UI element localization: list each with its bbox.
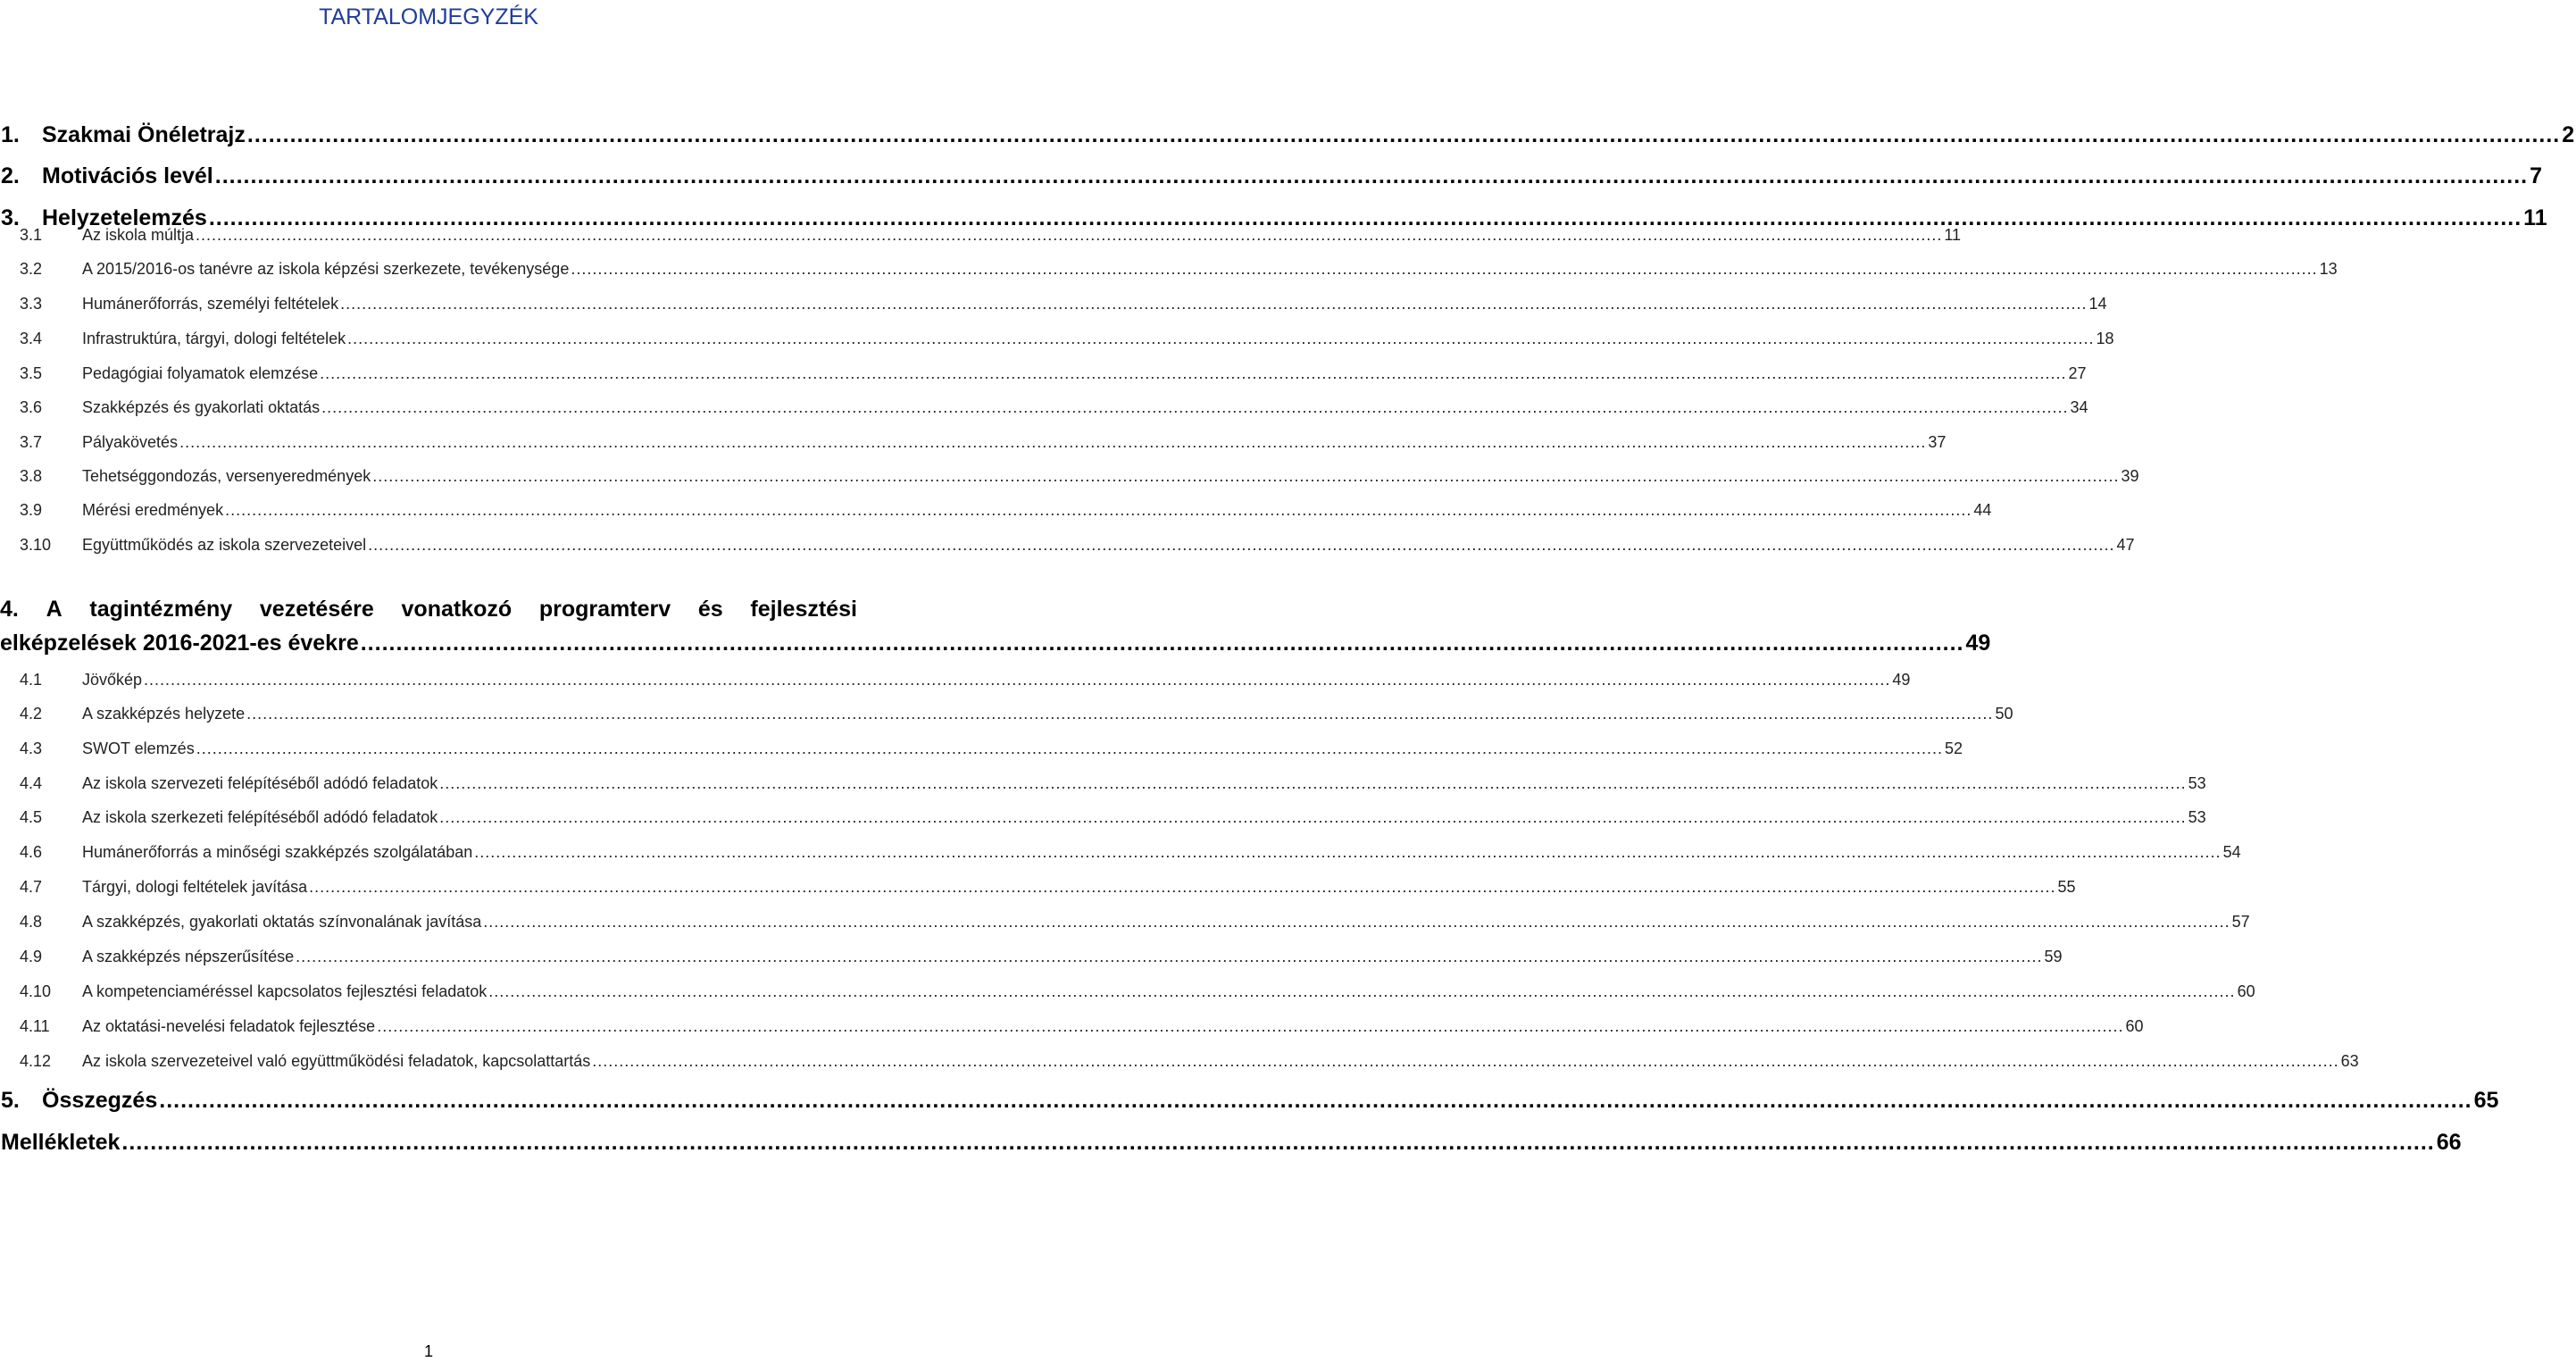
toc-entry-page: 18 [2096,330,2114,347]
toc-entry-page: 49 [1892,671,1911,689]
dot-leader [474,840,2221,864]
toc-entry-number: 3.4 [20,330,43,347]
toc-entry-number: 4.6 [20,843,43,861]
dot-leader [592,1049,2338,1073]
toc-entry-title: Az iskola szervezeti felépítéséből adódó feladatok [82,774,438,792]
toc-entry-word: A [46,597,63,622]
toc-entry-title: Tehetséggondozás, versenyeredmények [82,467,371,485]
dot-leader [377,1015,2123,1038]
toc-entry-4-6[interactable] [0,840,2241,864]
toc-entry-4-1[interactable] [0,668,1911,691]
toc-entry-4-9[interactable] [0,945,2063,968]
toc-entry-3-6[interactable] [0,396,2088,419]
toc-entry-3-9[interactable] [0,498,1992,522]
dot-leader [372,464,2119,488]
toc-entry-page: 13 [2319,260,2338,278]
toc-entry-page: 7 [2530,163,2542,188]
dot-leader [368,533,2114,556]
toc-entry-page: 49 [1965,631,1991,656]
toc-entry-title: A szakképzés népszerűsítése [82,948,295,965]
dot-leader [347,327,2094,350]
dot-leader [439,772,2186,795]
toc-entry-number: 5. [1,1088,20,1113]
toc-entry-appendix[interactable] [0,1127,2462,1157]
toc-entry-number: 3.3 [20,295,43,313]
page-number: 1 [423,1342,433,1360]
toc-entry-title: Helyzetelemzés [42,205,207,230]
toc-entry-title: Jövőkép [82,671,143,689]
toc-entry-page: 14 [2088,295,2107,313]
toc-entry-number: 4.9 [20,948,43,965]
toc-entry-page: 63 [2340,1052,2359,1070]
toc-entry-title: Szakképzés és gyakorlati oktatás [82,398,321,416]
toc-entry-page: 59 [2044,948,2063,965]
toc-entry-page: 47 [2116,536,2135,554]
toc-entry-title: Infrastruktúra, tárgyi, dologi feltételek [82,330,346,347]
toc-entry-number: 3. [1,205,20,230]
toc-entry-title: SWOT elemzés [82,739,195,757]
toc-entry-title-line-2 [0,628,1991,658]
toc-entry-page: 50 [1995,705,2013,723]
toc-entry-title: A kompetenciaméréssel kapcsolatos fejlesztési feladatok [82,982,488,1000]
dot-leader [320,362,2066,385]
dot-leader [225,498,1972,522]
toc-entry-page: 55 [2057,878,2076,896]
toc-entry-title: Az iskola múltja [82,226,195,244]
dot-leader [246,702,1993,725]
toc-entry-chapter-1[interactable] [0,120,2575,150]
toc-entry-number: 3.10 [20,536,52,554]
toc-entry-title: Humánerőforrás a minőségi szakképzés szolgálatában [82,843,473,861]
toc-entry-page: 44 [1973,501,1992,519]
toc-entry-title: Pedagógiai folyamatok elemzése [82,364,319,382]
toc-entry-number: 4.7 [20,878,43,896]
toc-entry-word: vezetésére [259,597,374,622]
toc-entry-title: Az iskola szerkezeti felépítéséből adódó feladatok [82,808,438,826]
toc-entry-title: Tárgyi, dologi feltételek javítása [82,878,308,896]
toc-entry-number: 3.6 [20,398,43,416]
toc-entry-number: 4.2 [20,705,43,723]
toc-entry-title: elképzelések 2016-2021-es évekre [0,631,359,656]
dot-leader [179,430,1926,454]
dot-leader [361,628,1964,658]
toc-entry-title: Együttműködés az iskola szervezeteivel [82,536,367,554]
toc-entry-title-line-1 [0,594,857,624]
toc-entry-number: 3.1 [20,226,43,244]
toc-entry-number: 3.2 [20,260,43,278]
toc-entry-title: Pályakövetés [82,433,179,451]
dot-leader [247,120,2560,150]
toc-entry-title: Az oktatási-nevelési feladatok fejlesztése [82,1017,376,1035]
dot-leader [309,875,2055,898]
toc-entry-page: 39 [2121,467,2139,485]
toc-entry-page: 11 [1944,226,1962,244]
toc-entry-page: 52 [1945,739,1963,757]
toc-entry-chapter-2[interactable] [0,161,2542,191]
toc-entry-number: 4.11 [20,1017,50,1035]
toc-entry-title: Mellékletek [1,1130,121,1155]
page-title: TARTALOMJEGYZÉK [319,4,538,29]
toc-entry-chapter-4[interactable] [0,594,1991,658]
toc-entry-number: 3.7 [20,433,43,451]
toc-entry-title: Mérési eredmények [82,501,224,519]
toc-entry-number: 4.10 [20,982,52,1000]
toc-entry-page: 66 [2436,1130,2462,1155]
toc-entry-4-5[interactable] [0,806,2206,829]
toc-entry-4-7[interactable] [0,875,2076,898]
toc-entry-number: 4.8 [20,913,43,931]
toc-entry-4-4[interactable] [0,772,2206,795]
toc-entry-3-7[interactable] [0,430,1947,454]
toc-entry-4-2[interactable] [0,702,2013,725]
toc-entry-3-8[interactable] [0,464,2139,488]
toc-entry-title: A szakképzés, gyakorlati oktatás színvonalának javítása [82,913,482,931]
toc-entry-number: 3.9 [20,501,43,519]
toc-entry-word: fejlesztési [750,597,857,622]
toc-entry-number: 3.5 [20,364,43,382]
toc-entry-page: 60 [2125,1017,2144,1035]
toc-entry-page: 34 [2070,398,2088,416]
toc-entry-number: 3.8 [20,467,43,485]
toc-entry-3-1[interactable] [0,223,1962,246]
toc-entry-3-10[interactable] [0,533,2135,556]
toc-entry-word: és [697,597,723,622]
toc-entry-3-5[interactable] [0,362,2087,385]
toc-entry-title: Szakmai Önéletrajz [42,122,246,147]
toc-entry-chapter-5[interactable] [0,1085,2499,1116]
dot-leader [439,806,2186,829]
dot-leader [196,223,1942,246]
toc-entry-number: 4.5 [20,808,43,826]
dot-leader [488,980,2235,1003]
toc-entry-4-3[interactable] [0,737,1963,760]
dot-leader [121,1127,2434,1157]
toc-entry-number: 1. [1,122,20,147]
toc-entry-title: Motivációs levél [42,163,213,188]
toc-entry-3-4[interactable] [0,327,2114,350]
dot-leader [321,396,2068,419]
toc-entry-page: 65 [2473,1088,2499,1113]
toc-entry-3-2[interactable] [0,257,2338,280]
toc-entry-page: 53 [2188,774,2206,792]
dot-leader [296,945,2042,968]
dot-leader [159,1085,2472,1116]
toc-entry-4-10[interactable] [0,980,2255,1003]
toc-entry-title: Összegzés [42,1088,158,1113]
toc-entry-title: Az iskola szervezeteivel való együttműködési feladatok, kapcsolattartás [82,1052,591,1070]
toc-entry-number: 4.12 [20,1052,52,1070]
toc-entry-number: 4.1 [20,671,43,689]
dot-leader [196,737,1943,760]
toc-entry-4-8[interactable] [0,910,2250,933]
toc-entry-number: 4.3 [20,739,43,757]
toc-entry-title: Humánerőforrás, személyi feltételek [82,295,339,313]
toc-entry-word: 4. [0,597,19,622]
toc-entry-3-3[interactable] [0,292,2107,315]
dot-leader [340,292,2087,315]
dot-leader [483,910,2230,933]
toc-entry-page: 37 [1928,433,1947,451]
toc-entry-page: 27 [2068,364,2087,382]
toc-entry-4-12[interactable] [0,1049,2359,1073]
toc-entry-page: 54 [2222,843,2241,861]
toc-entry-title: A szakképzés helyzete [82,705,246,723]
toc-entry-page: 11 [2523,205,2547,230]
toc-entry-4-11[interactable] [0,1015,2144,1038]
toc-entry-title: A 2015/2016-os tanévre az iskola képzési szerkezete, tevékenysége [82,260,570,278]
toc-entry-word: tagintézmény [89,597,233,622]
toc-entry-page: 2 [2562,122,2575,147]
toc-entry-number: 4.4 [20,774,43,792]
toc-entry-number: 2. [1,163,20,188]
dot-leader [571,257,2317,280]
toc-entry-word: programterv [538,597,671,622]
toc-entry-word: vonatkozó [401,597,513,622]
dot-leader [215,161,2528,191]
toc-entry-page: 53 [2188,808,2206,826]
toc-entry-page: 57 [2231,913,2250,931]
toc-entry-page: 60 [2237,982,2255,1000]
dot-leader [144,668,1890,691]
